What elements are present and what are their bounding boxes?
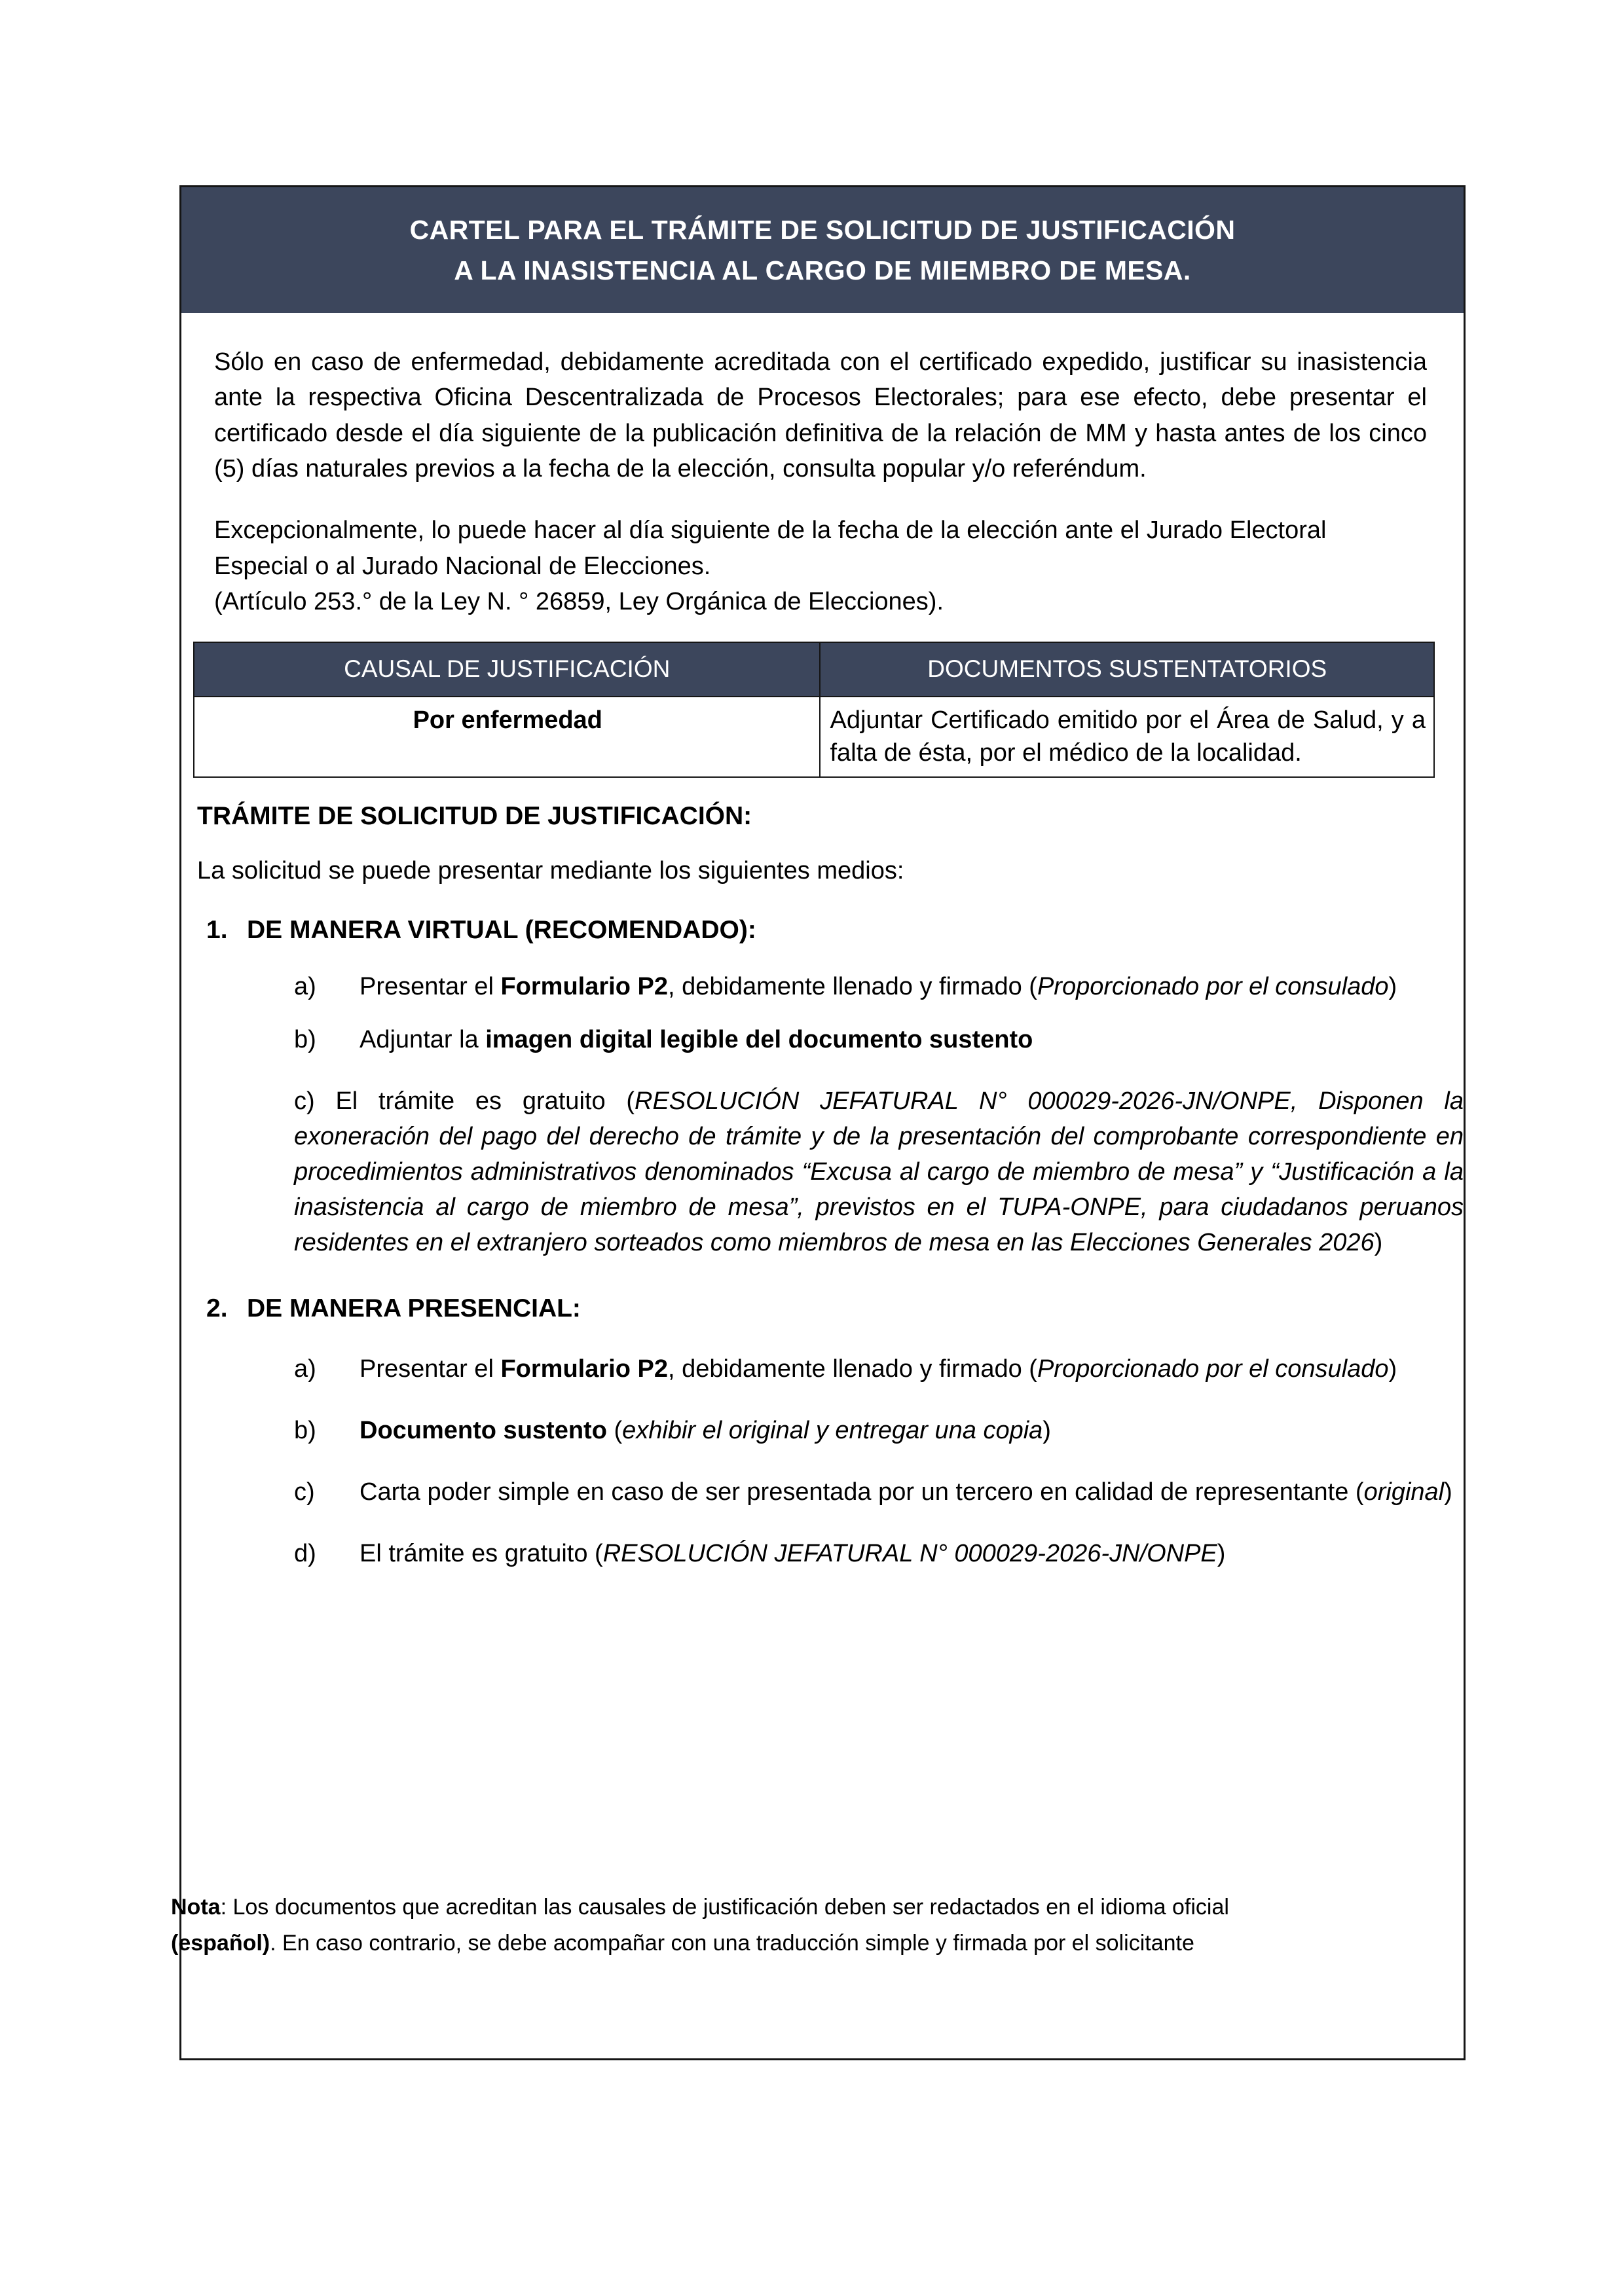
section-1-item-c-text: [294, 1084, 1464, 1261]
table-header-causal: CAUSAL DE JUSTIFICACIÓN: [194, 642, 820, 696]
footer-note: [171, 1889, 1433, 1961]
section-1-item-c-letter: c): [294, 1087, 315, 1116]
section-1-item-a-letter: a): [294, 972, 316, 1000]
intro-block: [181, 344, 1464, 619]
intro-paragraph-1: Sólo en caso de enfermedad, debidamente acreditada con el certificado expedido, justificar su inasistencia ante la respectiva Oficina Descentralizada de Procesos Electorales; para ese efecto, debe presentar el certificado desde el día siguiente de la publicación definitiva de la relación de MM y hasta antes de los cinco (5) días naturales previos a la fecha de la elección, consulta popular y/o referéndum.: [214, 348, 1427, 483]
t-suffix: ): [1388, 972, 1397, 1000]
section-2-item-a: [294, 1352, 1464, 1387]
t-suffix: ): [1374, 1229, 1383, 1257]
spacer: [181, 1261, 1464, 1292]
t-italic: exhibir el original y entregar una copia: [622, 1416, 1043, 1444]
table-header-documentos: DOCUMENTOS SUSTENTATORIOS: [820, 642, 1434, 696]
spacer: [247, 1387, 1464, 1413]
spacer: [247, 1326, 1464, 1352]
t: Presentar el: [360, 972, 501, 1000]
spacer: [247, 1449, 1464, 1475]
t-suffix: ): [1043, 1416, 1051, 1444]
t: Adjuntar la: [360, 1026, 486, 1054]
t-mid: (: [606, 1416, 623, 1444]
section-1-item-a: [294, 970, 1464, 1005]
spacer: [247, 1058, 1464, 1084]
t-suffix: ): [1388, 1355, 1397, 1383]
spacer: [181, 833, 1464, 855]
t-bold: Formulario P2: [500, 972, 668, 1000]
section-2-item-d-letter: d): [294, 1539, 316, 1567]
section-2-item-c: [294, 1475, 1464, 1510]
sp: [315, 1087, 336, 1115]
section-1-item-c: [294, 1084, 1464, 1261]
section-2-item-b-text: [360, 1413, 1464, 1449]
spacer: [247, 947, 1464, 970]
procedure-heading: TRÁMITE DE SOLICITUD DE JUSTIFICACIÓN:: [197, 801, 752, 830]
footer-note-line-1-text: : Los documentos que acreditan las causales de justificación deben ser redactados en el idioma oficial: [220, 1894, 1229, 1920]
section-1-title-row: [206, 914, 1464, 947]
t-mid: , debidamente llenado y firmado (: [667, 1355, 1037, 1383]
t-italic: Proporcionado por el consulado: [1037, 1355, 1389, 1383]
t: Presentar el: [360, 1355, 501, 1383]
t: El trámite es gratuito (: [360, 1539, 603, 1567]
section-1-title: DE MANERA VIRTUAL (RECOMENDADO):: [247, 915, 756, 944]
causal-table-wrapper: [181, 642, 1464, 777]
footer-note-line-2-text: . En caso contrario, se debe acompañar con una traducción simple y firmada por el solicitante: [270, 1930, 1194, 1956]
t-bold: Formulario P2: [500, 1355, 668, 1383]
intro-paragraph-3: (Artículo 253.° de la Ley N. ° 26859, Ley Orgánica de Elecciones).: [214, 587, 944, 615]
procedure-section-2: [181, 1292, 1464, 1572]
footer-note-line-1: [171, 1889, 1433, 1925]
section-1-marker: 1.: [206, 915, 228, 944]
footer-note-line-2: [171, 1925, 1433, 1961]
t-mid: , debidamente llenado y firmado (: [667, 972, 1037, 1000]
spacer: [247, 1004, 1464, 1023]
t-bold: imagen digital legible del documento sustento: [485, 1026, 1033, 1054]
t: El trámite es gratuito (: [335, 1087, 635, 1116]
section-2-marker: 2.: [206, 1294, 228, 1323]
footer-note-label: Nota: [171, 1894, 221, 1920]
table-cell-documentos: Adjuntar Certificado emitido por el Área de Salud, y a falta de ésta, por el médico de la localidad.: [820, 697, 1434, 777]
t-italic: RESOLUCIÓN JEFATURAL N° 000029-2026-JN/ONPE, Disponen la exoneración del pago del derecho de trámite y de la presentación del comprobante correspondiente en procedimientos administrativos denominados “Excusa al cargo de miembro de mesa” y “Justificación a la inasistencia al cargo de miembro de mesa”, previstos en el TUPA-ONPE, para ciudadanos peruanos residentes en el extranjero sorteados como miembros de mesa en las Elecciones Generales 2026: [294, 1087, 1464, 1257]
spacer: [181, 888, 1464, 914]
table-header-row: [194, 642, 1434, 696]
title-line-2: A LA INASISTENCIA AL CARGO DE MIEMBRO DE MESA.: [454, 255, 1191, 285]
section-2-item-c-text: [360, 1475, 1464, 1510]
t-bold: Documento sustento: [360, 1416, 607, 1444]
t-italic: original: [1363, 1478, 1445, 1506]
t-italic: RESOLUCIÓN JEFATURAL N° 000029-2026-JN/ONPE: [602, 1539, 1217, 1567]
spacer: [181, 619, 1464, 642]
section-2-item-d: [294, 1537, 1464, 1572]
spacer: [247, 1510, 1464, 1537]
spacer: [181, 778, 1464, 800]
document-title-band: [181, 187, 1464, 313]
section-1-item-b-text: [360, 1023, 1464, 1058]
t-italic: Proporcionado por el consulado: [1037, 972, 1389, 1000]
causal-table: [193, 642, 1435, 777]
section-2-item-a-text: [360, 1352, 1464, 1387]
t-suffix: ): [1444, 1478, 1452, 1506]
section-2-title-row: [206, 1292, 1464, 1326]
section-2-item-a-letter: a): [294, 1355, 316, 1383]
table-cell-causal: Por enfermedad: [194, 697, 820, 777]
spacer: [181, 313, 1464, 344]
section-1-item-b-letter: b): [294, 1026, 316, 1054]
t-suffix: ): [1217, 1539, 1226, 1567]
section-2-title: DE MANERA PRESENCIAL:: [247, 1294, 581, 1323]
section-2-item-c-letter: c): [294, 1478, 315, 1506]
document-content: [171, 313, 1464, 2058]
procedure-section-1: [181, 914, 1464, 1261]
spacer: [214, 486, 1427, 513]
section-1-item-a-text: [360, 970, 1464, 1005]
section-2-item-b-letter: b): [294, 1416, 316, 1444]
title-line-1: CARTEL PARA EL TRÁMITE DE SOLICITUD DE JUSTIFICACIÓN: [409, 214, 1236, 245]
section-1-item-b: [294, 1023, 1464, 1058]
table-row: [194, 697, 1434, 777]
procedure-lead: La solicitud se puede presentar mediante los siguientes medios:: [197, 857, 904, 885]
section-2-item-b: [294, 1413, 1464, 1449]
document-frame: [171, 185, 1466, 2060]
footer-note-language: (español): [171, 1930, 270, 1956]
t: Carta poder simple en caso de ser presentada por un tercero en calidad de representante (: [360, 1478, 1364, 1506]
intro-paragraph-2: Excepcionalmente, lo puede hacer al día siguiente de la fecha de la elección ante el Jurado Electoral Especial o al Jurado Nacional de Elecciones.: [214, 517, 1327, 580]
section-2-item-d-text: [360, 1537, 1464, 1572]
